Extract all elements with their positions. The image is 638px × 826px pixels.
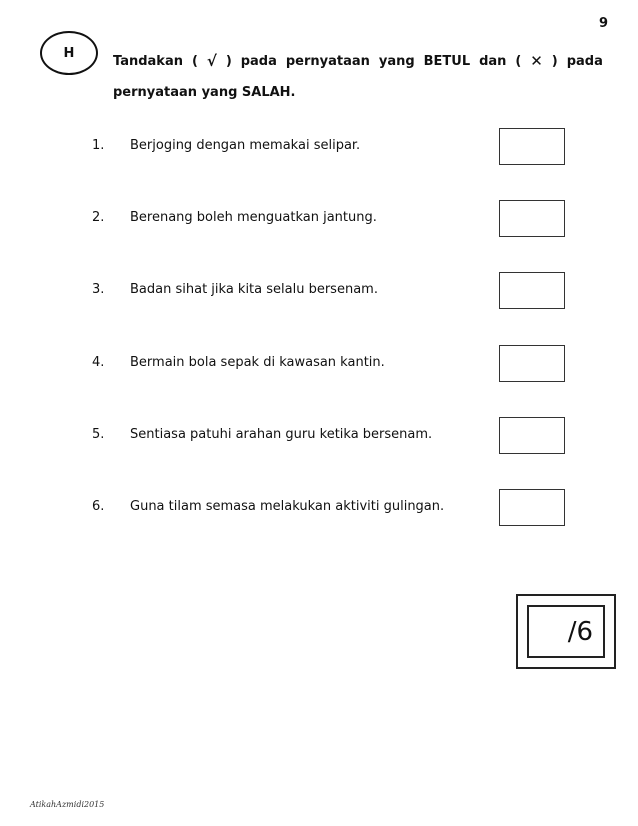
answer-box[interactable]: [499, 128, 565, 165]
instruction-word: (: [515, 54, 522, 69]
question-number: 3.: [92, 282, 105, 297]
question-row: [0, 345, 638, 383]
section-label: H: [63, 45, 75, 61]
score-label: /6: [567, 616, 593, 647]
question-row: [0, 417, 638, 455]
question-text: Berenang boleh menguatkan jantung.: [130, 210, 377, 225]
question-text: Berjoging dengan memakai selipar.: [130, 138, 361, 153]
score-inner-box: [527, 605, 605, 658]
question-number: 1.: [92, 138, 105, 153]
question-row: [0, 200, 638, 238]
answer-box[interactable]: [499, 272, 565, 309]
check-mark-icon: √: [206, 52, 217, 70]
instruction-word: ): [551, 54, 558, 69]
instruction-word: pada: [240, 54, 277, 69]
answer-box[interactable]: [499, 200, 565, 237]
question-text: Guna tilam semasa melakukan aktiviti gulingan.: [130, 499, 445, 514]
question-number: 5.: [92, 427, 105, 442]
question-row: [0, 489, 638, 527]
question-number: 6.: [92, 499, 105, 514]
instruction-word: BETUL: [423, 54, 471, 69]
score-box: [516, 594, 616, 669]
question-text: Bermain bola sepak di kawasan kantin.: [130, 355, 385, 370]
cross-mark-icon: ✕: [530, 52, 543, 70]
question-text: Badan sihat jika kita selalu bersenam.: [130, 282, 378, 297]
instruction-word: (: [191, 54, 198, 69]
answer-box[interactable]: [499, 417, 565, 454]
instruction-word: dan: [479, 54, 507, 69]
question-number: 2.: [92, 210, 105, 225]
answer-box[interactable]: [499, 345, 565, 382]
question-number: 4.: [92, 355, 105, 370]
instruction-line-1: [113, 46, 603, 77]
instruction-text: [113, 46, 603, 108]
instruction-word: ): [225, 54, 232, 69]
footer-credit: AtikahAzmidi2015: [30, 800, 105, 809]
answer-box[interactable]: [499, 489, 565, 526]
section-badge: [40, 31, 98, 75]
instruction-word: Tandakan: [113, 54, 183, 69]
instruction-word: pada: [566, 54, 603, 69]
instruction-line-2: pernyataan yang SALAH.: [113, 85, 296, 100]
question-text: Sentiasa patuhi arahan guru ketika bersenam.: [130, 427, 433, 442]
instruction-word: pernyataan: [285, 54, 370, 69]
question-row: [0, 128, 638, 166]
question-row: [0, 272, 638, 310]
page-number: 9: [598, 16, 608, 31]
instruction-word: yang: [378, 54, 415, 69]
